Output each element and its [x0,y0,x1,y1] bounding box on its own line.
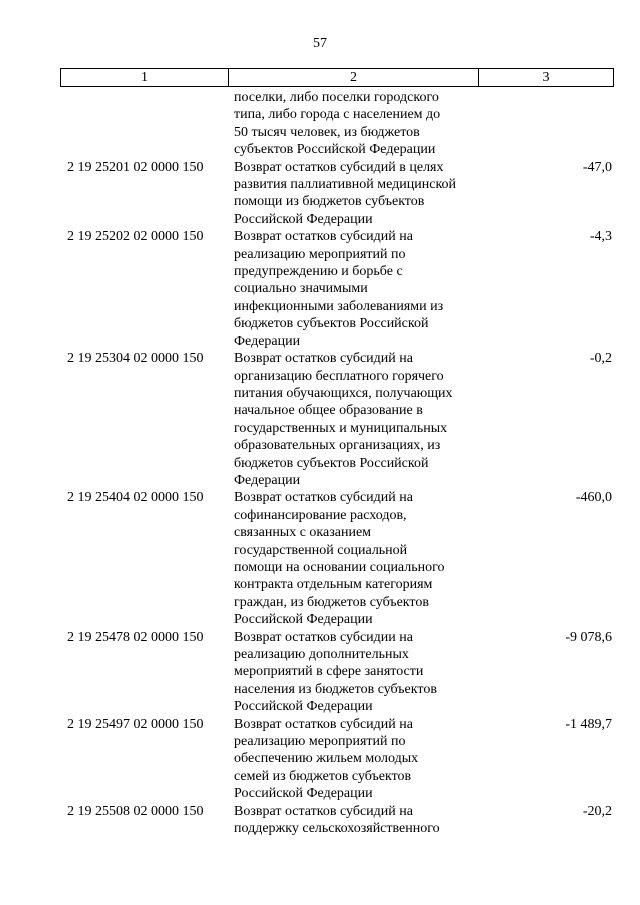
budget-code: 2 19 25478 02 0000 150 [67,629,204,645]
description [234,89,492,159]
header-col-3: 3 [542,70,550,85]
description-line: Возврат остатков субсидий на [234,229,413,245]
description [234,716,492,803]
description-line: социально значимыми [234,281,368,297]
description-line: Возврат остатков субсидий на [234,351,413,367]
description-line: Возврат остатков субсидий на [234,803,413,819]
table-row [60,803,614,838]
description-line: субъектов Российской Федерации [234,142,436,158]
description-line: помощи на основании социального [234,559,445,575]
budget-code: 2 19 25497 02 0000 150 [67,716,204,732]
table-body [60,89,614,837]
description-line: государственной социальной [234,542,408,558]
description-line: Федерации [234,333,301,349]
description-line: Федерации [234,472,301,488]
description-line: мероприятий в сфере занятости [234,664,424,680]
description-line: Возврат остатков субсидии на [234,629,413,645]
table-row [60,629,614,716]
description-line: Российской Федерации [234,786,373,802]
amount: -460,0 [575,490,612,506]
page-number: 57 [313,36,327,51]
description-line: граждан, из бюджетов субъектов [234,594,429,610]
description-line: Возврат остатков субсидий в целях [234,159,444,175]
description [234,629,492,716]
description-line: начальное общее образование в [234,403,423,419]
description-line: типа, либо города с населением до [234,107,441,123]
description-line: населения из бюджетов субъектов [234,681,437,697]
budget-code: 2 19 25202 02 0000 150 [67,229,204,245]
description-line: Российской Федерации [234,699,373,715]
description [234,159,492,229]
description-line: Российской Федерации [234,211,373,227]
description [234,489,492,628]
description-line: развития паллиативной медицинской [234,177,457,193]
table-row [60,228,614,350]
description-line: реализацию дополнительных [234,647,409,662]
description [234,803,492,838]
description-line: 50 тысяч человек, из бюджетов [234,124,420,140]
header-col-2: 2 [229,69,479,86]
description-line: помощи из бюджетов субъектов [234,194,425,210]
table-row [60,489,614,628]
description-line: бюджетов субъектов Российской [234,316,429,332]
description-line: контракта отдельным категориям [234,577,433,593]
description-line: образовательных организациях, из [234,438,441,454]
table-row [60,716,614,803]
amount: -47,0 [582,159,612,175]
description-line: бюджетов субъектов Российской [234,455,429,471]
table-row [60,159,614,229]
description-line: инфекционными заболеваниями из [234,298,444,314]
description-line: обеспечению жильем молодых [234,751,419,767]
description-line: организацию бесплатного горячего [234,368,444,384]
amount: -20,2 [582,803,612,819]
description [234,350,492,489]
amount: -4,3 [589,229,612,245]
description-line: Возврат остатков субсидий на [234,490,413,506]
table-row [60,89,614,159]
amount: -0,2 [589,351,612,367]
table-header [60,68,614,87]
description-line: государственных и муниципальных [234,420,448,436]
description-line: предупреждению и борьбе с [234,264,403,280]
description-line: реализацию мероприятий по [234,246,406,262]
budget-code: 2 19 25304 02 0000 150 [67,351,204,367]
budget-code: 2 19 25404 02 0000 150 [67,490,204,506]
description [234,228,492,350]
table-row [60,350,614,489]
amount: -1 489,7 [565,716,612,732]
header-col-1: 1 [61,69,229,86]
description-line: поддержку сельскохозяйственного [234,821,440,837]
description-line: связанных с оказанием [234,525,372,541]
description-line: реализацию мероприятий по [234,734,406,750]
description-line: Российской Федерации [234,612,373,628]
budget-code: 2 19 25508 02 0000 150 [67,803,204,819]
description-line: семей из бюджетов субъектов [234,768,412,784]
description-line: поселки, либо поселки городского [234,90,439,105]
amount: -9 078,6 [565,629,612,645]
description-line: питания обучающихся, получающих [234,385,453,401]
description-line: софинансирование расходов, [234,507,407,523]
budget-code: 2 19 25201 02 0000 150 [67,159,204,175]
description-line: Возврат остатков субсидий на [234,716,413,732]
